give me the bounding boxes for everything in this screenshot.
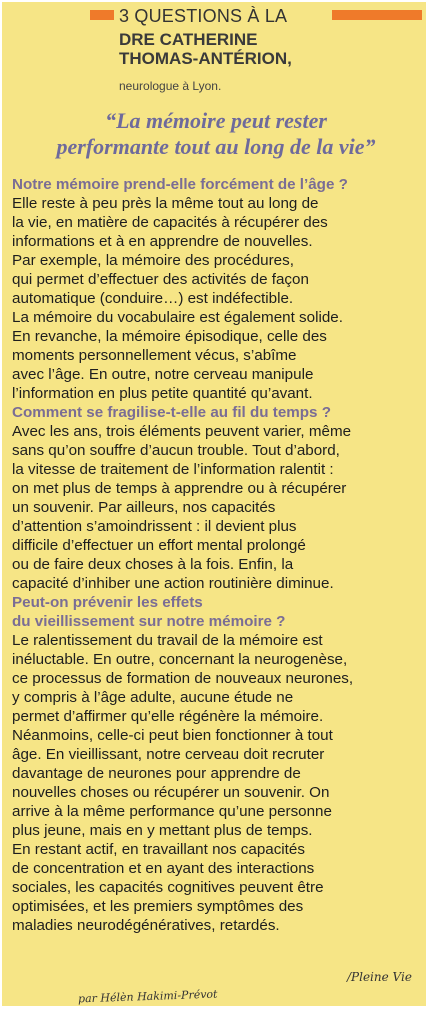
quote-line-1: “La mémoire peut rester [105, 108, 327, 133]
answer-line: La mémoire du vocabulaire est également solide. [12, 309, 343, 326]
answer-line: arrive à la même performance qu’une personne [12, 803, 332, 820]
answer-line: nouvelles choses ou récupérer un souvenir. On [12, 784, 330, 801]
name-line-1: DRE CATHERINE [119, 30, 258, 49]
answer-line: sociales, les capacités cognitives peuvent être [12, 879, 324, 896]
interviewee-role: neurologue à Lyon. [119, 79, 222, 93]
answer-line: la vitesse de traitement de l’information ralentit : [12, 461, 334, 478]
answer-line: un souvenir. Par ailleurs, nos capacités [12, 499, 276, 516]
answer-line: En revanche, la mémoire épisodique, celle des [12, 328, 327, 345]
question-2: Comment se fragilise-t-elle au fil du temps ? [12, 404, 331, 421]
answer-line: maladies neurodégénératives, retardés. [12, 917, 280, 934]
answer-line: Avec les ans, trois éléments peuvent varier, même [12, 423, 352, 440]
answer-line: davantage de neurones pour apprendre de [12, 765, 301, 782]
answer-3 [12, 631, 422, 935]
answer-line: y compris à l’âge adulte, aucune étude ne [12, 689, 294, 706]
article-body [12, 175, 422, 935]
answer-line: âge. En vieillissant, notre cerveau doit recruter [12, 746, 325, 763]
answer-line: on met plus de temps à apprendre ou à récupérer [12, 480, 347, 497]
answer-line: ou de faire deux choses à la fois. Enfin, la [12, 556, 294, 573]
answer-line: plus jeune, mais en y mettant plus de temps. [12, 822, 313, 839]
question-3-line-1: Peut-on prévenir les effets [12, 594, 203, 611]
answer-2 [12, 422, 422, 593]
answer-line: difficile d’effectuer un effort mental prolongé [12, 537, 306, 554]
answer-line: inéluctable. En outre, concernant la neurogenèse, [12, 651, 348, 668]
handwritten-source-note: /Pleine Vie [347, 970, 412, 984]
article-clipping [2, 2, 426, 1006]
answer-line: Le ralentissement du travail de la mémoire est [12, 632, 323, 649]
handwritten-signature: par Hélèn Hakimi-Prévot [77, 987, 218, 1006]
answer-line: Par exemple, la mémoire des procédures, [12, 252, 294, 269]
answer-line: qui permet d’effectuer des activités de façon [12, 271, 309, 288]
answer-line: informations et à en apprendre de nouvelles. [12, 233, 313, 250]
answer-line: d’attention s’amoindrissent : il devient plus [12, 518, 297, 535]
kicker: 3 QUESTIONS À LA [119, 6, 288, 26]
question-3 [12, 593, 422, 631]
answer-line: Elle reste à peu près la même tout au long de [12, 195, 319, 212]
answer-line: En restant actif, en travaillant nos capacités [12, 841, 305, 858]
answer-line: la vie, en matière de capacités à récupérer des [12, 214, 328, 231]
answer-line: avec l’âge. En outre, notre cerveau manipule [12, 366, 314, 383]
answer-line: de concentration et en ayant des interactions [12, 860, 315, 877]
quote-line-2: performante tout au long de la vie” [56, 134, 376, 159]
interviewee-name [119, 30, 292, 68]
question-3-line-2: du vieillissement sur notre mémoire ? [12, 613, 286, 630]
answer-line: automatique (conduire…) est indéfectible. [12, 290, 294, 307]
accent-bar-right [332, 10, 422, 20]
name-line-2: THOMAS-ANTÉRION, [119, 49, 292, 68]
accent-bar-left [90, 10, 114, 20]
answer-line: capacité d’inhiber une action routinière diminue. [12, 575, 334, 592]
answer-line: l’information en plus petite quantité qu’avant. [12, 385, 313, 402]
answer-line: sans qu’on souffre d’aucun trouble. Tout d’abord, [12, 442, 340, 459]
answer-line: moments personnellement vécus, s’abîme [12, 347, 297, 364]
pull-quote [8, 108, 424, 160]
answer-1 [12, 194, 422, 403]
answer-line: optimisées, et les premiers symptômes des [12, 898, 304, 915]
answer-line: Néanmoins, celle-ci peut bien fonctionner à tout [12, 727, 333, 744]
question-1: Notre mémoire prend-elle forcément de l’âge ? [12, 176, 348, 193]
answer-line: ce processus de formation de nouveaux neurones, [12, 670, 354, 687]
answer-line: permet d’affirmer qu’elle régénère la mémoire. [12, 708, 324, 725]
